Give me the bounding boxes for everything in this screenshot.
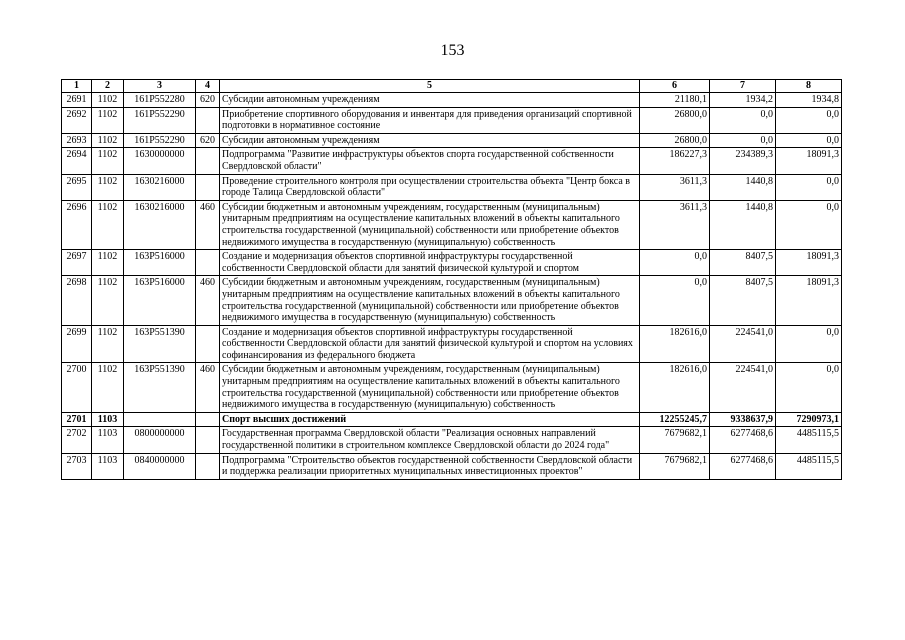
amount-col7-cell: 224541,0 (710, 325, 776, 363)
target-code-cell: 161Р552290 (124, 107, 196, 133)
section-code-cell: 1103 (92, 427, 124, 453)
amount-col7-cell: 9338637,9 (710, 412, 776, 427)
row-number-cell: 2700 (62, 363, 92, 412)
item-name-cell: Подпрограмма "Строительство объектов государственной собственности Свердловской области и поддержка реализации приоритетных муниципальных инвестиционных проектов" (220, 453, 640, 479)
row-number-cell: 2703 (62, 453, 92, 479)
table-row (62, 276, 842, 325)
amount-col8-cell: 0,0 (776, 200, 842, 249)
expense-type-cell: 620 (196, 93, 220, 108)
amount-col6-cell: 26800,0 (640, 133, 710, 148)
section-code-cell: 1102 (92, 200, 124, 249)
amount-col8-cell: 18091,3 (776, 250, 842, 276)
amount-col7-cell: 224541,0 (710, 363, 776, 412)
amount-col8-cell: 4485115,5 (776, 427, 842, 453)
amount-col8-cell: 0,0 (776, 133, 842, 148)
row-number-cell: 2693 (62, 133, 92, 148)
expense-type-cell: 460 (196, 363, 220, 412)
amount-col6-cell: 7679682,1 (640, 427, 710, 453)
amount-col6-cell: 0,0 (640, 250, 710, 276)
amount-col6-cell: 182616,0 (640, 363, 710, 412)
amount-col8-cell: 1934,8 (776, 93, 842, 108)
item-name-cell: Субсидии бюджетным и автономным учреждениям, государственным (муниципальным) унитарным предприятиям на осуществление капитальных вложений в объекты капитального строительства государственной (муниципальной) собственности или приобретение объектов недвижимого имущества в государственную (муниципальную) собственность (220, 276, 640, 325)
budget-table (61, 79, 842, 480)
row-number-cell: 2694 (62, 148, 92, 174)
table-row (62, 200, 842, 249)
table-row (62, 148, 842, 174)
expense-type-cell: 460 (196, 276, 220, 325)
amount-col7-cell: 1440,8 (710, 200, 776, 249)
expense-type-cell (196, 412, 220, 427)
amount-col6-cell: 186227,3 (640, 148, 710, 174)
target-code-cell: 161Р552290 (124, 133, 196, 148)
row-number-cell: 2695 (62, 174, 92, 200)
amount-col8-cell: 18091,3 (776, 148, 842, 174)
amount-col6-cell: 0,0 (640, 276, 710, 325)
amount-col7-cell: 6277468,6 (710, 453, 776, 479)
column-header: 3 (124, 80, 196, 93)
amount-col6-cell: 182616,0 (640, 325, 710, 363)
table-row (62, 427, 842, 453)
target-code-cell: 1630000000 (124, 148, 196, 174)
expense-type-cell (196, 453, 220, 479)
item-name-cell: Государственная программа Свердловской области "Реализация основных направлений государственной политики в строительном комплексе Свердловской области до 2024 года" (220, 427, 640, 453)
amount-col6-cell: 21180,1 (640, 93, 710, 108)
amount-col8-cell: 18091,3 (776, 276, 842, 325)
item-name-cell: Субсидии автономным учреждениям (220, 93, 640, 108)
expense-type-cell: 460 (196, 200, 220, 249)
column-header: 2 (92, 80, 124, 93)
expense-type-cell (196, 427, 220, 453)
section-code-cell: 1102 (92, 133, 124, 148)
column-header: 7 (710, 80, 776, 93)
amount-col7-cell: 8407,5 (710, 250, 776, 276)
section-code-cell: 1102 (92, 174, 124, 200)
amount-col7-cell: 6277468,6 (710, 427, 776, 453)
amount-col7-cell: 234389,3 (710, 148, 776, 174)
table-row (62, 133, 842, 148)
amount-col7-cell: 1440,8 (710, 174, 776, 200)
target-code-cell: 163Р516000 (124, 276, 196, 325)
table-row (62, 363, 842, 412)
table-row (62, 325, 842, 363)
section-code-cell: 1102 (92, 325, 124, 363)
table-body (62, 93, 842, 480)
section-code-cell: 1102 (92, 276, 124, 325)
item-name-cell: Создание и модернизация объектов спортивной инфраструктуры государственной собственности Свердловской области для занятий физической культурой и спортом (220, 250, 640, 276)
target-code-cell: 0840000000 (124, 453, 196, 479)
expense-type-cell: 620 (196, 133, 220, 148)
column-header: 1 (62, 80, 92, 93)
amount-col7-cell: 0,0 (710, 133, 776, 148)
target-code-cell: 161Р552280 (124, 93, 196, 108)
row-number-cell: 2702 (62, 427, 92, 453)
amount-col6-cell: 12255245,7 (640, 412, 710, 427)
item-name-cell: Приобретение спортивного оборудования и инвентаря для приведения организаций спортивной подготовки в нормативное состояние (220, 107, 640, 133)
row-number-cell: 2698 (62, 276, 92, 325)
column-header: 4 (196, 80, 220, 93)
row-number-cell: 2697 (62, 250, 92, 276)
item-name-cell: Субсидии автономным учреждениям (220, 133, 640, 148)
amount-col8-cell: 0,0 (776, 174, 842, 200)
row-number-cell: 2701 (62, 412, 92, 427)
amount-col6-cell: 3611,3 (640, 200, 710, 249)
amount-col7-cell: 0,0 (710, 107, 776, 133)
item-name-cell: Подпрограмма "Развитие инфраструктуры объектов спорта государственной собственности Свердловской области" (220, 148, 640, 174)
amount-col6-cell: 7679682,1 (640, 453, 710, 479)
section-code-cell: 1103 (92, 453, 124, 479)
amount-col8-cell: 4485115,5 (776, 453, 842, 479)
column-header: 5 (220, 80, 640, 93)
row-number-cell: 2699 (62, 325, 92, 363)
amount-col7-cell: 1934,2 (710, 93, 776, 108)
expense-type-cell (196, 174, 220, 200)
section-code-cell: 1102 (92, 250, 124, 276)
target-code-cell (124, 412, 196, 427)
section-code-cell: 1102 (92, 363, 124, 412)
section-code-cell: 1103 (92, 412, 124, 427)
item-name-cell: Субсидии бюджетным и автономным учреждениям, государственным (муниципальным) унитарным предприятиям на осуществление капитальных вложений в объекты капитального строительства государственной (муниципальной) собственности или приобретение объектов недвижимого имущества в государственную (муниципальную) собственность (220, 363, 640, 412)
amount-col6-cell: 26800,0 (640, 107, 710, 133)
table-row (62, 250, 842, 276)
amount-col7-cell: 8407,5 (710, 276, 776, 325)
target-code-cell: 163Р551390 (124, 325, 196, 363)
item-name-cell: Проведение строительного контроля при осуществлении строительства объекта "Центр бокса в городе Талица Свердловской области" (220, 174, 640, 200)
amount-col8-cell: 0,0 (776, 107, 842, 133)
page-number: 153 (440, 42, 465, 59)
column-header: 8 (776, 80, 842, 93)
target-code-cell: 163Р516000 (124, 250, 196, 276)
expense-type-cell (196, 325, 220, 363)
row-number-cell: 2696 (62, 200, 92, 249)
amount-col8-cell: 0,0 (776, 363, 842, 412)
target-code-cell: 163Р551390 (124, 363, 196, 412)
section-code-cell: 1102 (92, 148, 124, 174)
column-header: 6 (640, 80, 710, 93)
table-row (62, 174, 842, 200)
item-name-cell: Субсидии бюджетным и автономным учреждениям, государственным (муниципальным) унитарным предприятиям на осуществление капитальных вложений в объекты капитального строительства государственной (муниципальной) собственности или приобретение объектов недвижимого имущества в государственную (муниципальную) собственность (220, 200, 640, 249)
expense-type-cell (196, 148, 220, 174)
target-code-cell: 1630216000 (124, 174, 196, 200)
item-name-cell: Создание и модернизация объектов спортивной инфраструктуры государственной собственности Свердловской области для занятий физической культурой и спортом на условиях софинансирования из федерального бюджета (220, 325, 640, 363)
item-name-cell: Спорт высших достижений (220, 412, 640, 427)
section-code-cell: 1102 (92, 107, 124, 133)
table-header-row (62, 80, 842, 93)
expense-type-cell (196, 107, 220, 133)
expense-type-cell (196, 250, 220, 276)
table-row (62, 412, 842, 427)
section-code-cell: 1102 (92, 93, 124, 108)
amount-col8-cell: 7290973,1 (776, 412, 842, 427)
table-row (62, 453, 842, 479)
row-number-cell: 2691 (62, 93, 92, 108)
amount-col8-cell: 0,0 (776, 325, 842, 363)
table-row (62, 107, 842, 133)
target-code-cell: 1630216000 (124, 200, 196, 249)
table-row (62, 93, 842, 108)
target-code-cell: 0800000000 (124, 427, 196, 453)
row-number-cell: 2692 (62, 107, 92, 133)
amount-col6-cell: 3611,3 (640, 174, 710, 200)
